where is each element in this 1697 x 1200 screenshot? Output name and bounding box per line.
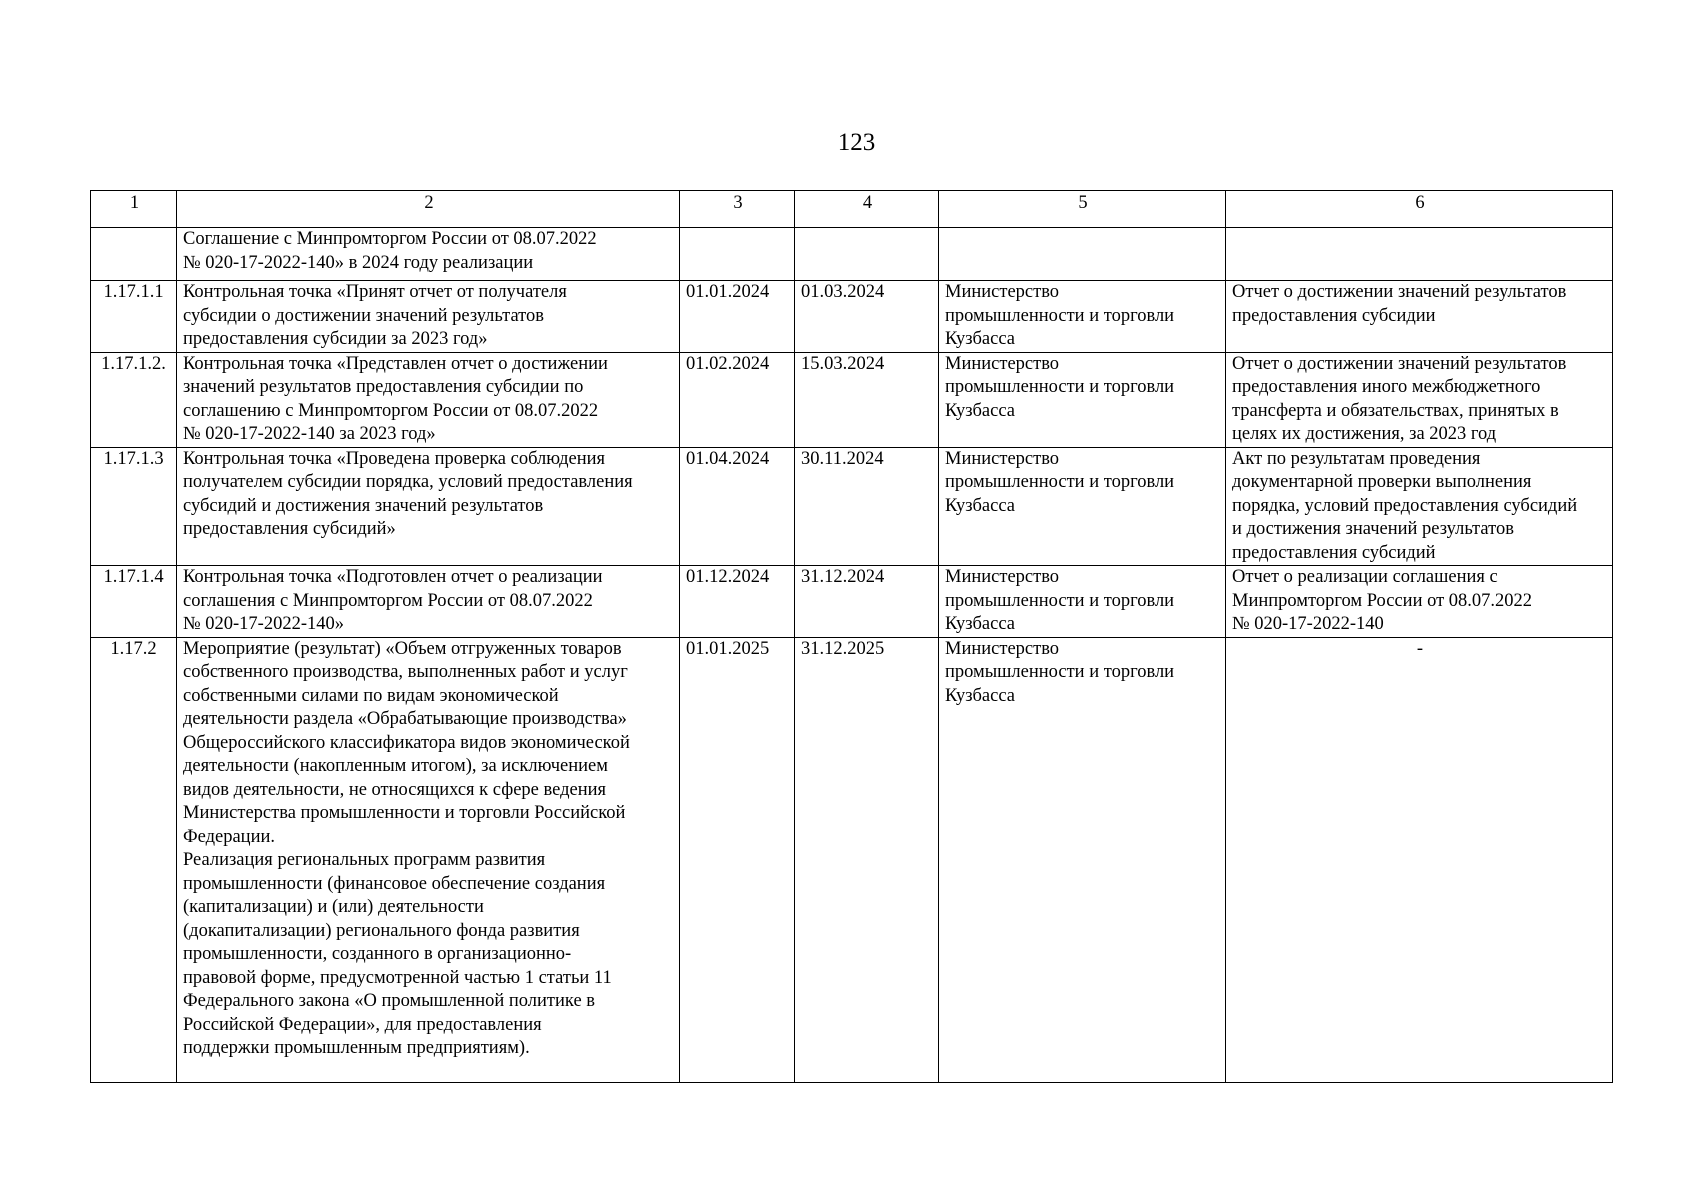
row-start-date: 01.01.2025 <box>680 637 795 1082</box>
row-number <box>91 228 177 281</box>
row-start-date: 01.01.2024 <box>680 281 795 353</box>
row-number: 1.17.1.1 <box>91 281 177 353</box>
row-result: - <box>1226 637 1613 1082</box>
column-header: 3 <box>680 191 795 228</box>
row-result: Отчет о достижении значений результатов предоставления субсидии <box>1226 281 1613 353</box>
row-description: Контрольная точка «Представлен отчет о достижении значений результатов предоставления субсидии по соглашению с Минпромторгом России от 08.07.2022 № 020-17-2022-140 за 2023 год» <box>177 352 680 447</box>
row-description: Контрольная точка «Принят отчет от получателя субсидии о достижении значений результатов предоставления субсидии за 2023 год» <box>177 281 680 353</box>
row-responsible: Министерство промышленности и торговли Кузбасса <box>939 281 1226 353</box>
table-row <box>91 352 1613 447</box>
column-header: 5 <box>939 191 1226 228</box>
row-start-date: 01.02.2024 <box>680 352 795 447</box>
column-header: 2 <box>177 191 680 228</box>
table-row <box>91 637 1613 1082</box>
page-number: 123 <box>837 129 876 156</box>
row-result: Отчет о реализации соглашения с Минпромторгом России от 08.07.2022 № 020-17-2022-140 <box>1226 566 1613 638</box>
row-end-date: 31.12.2025 <box>795 637 939 1082</box>
row-result: Отчет о достижении значений результатов предоставления иного межбюджетного трансферта и обязательствах, принятых в целях их достижения, за 2023 год <box>1226 352 1613 447</box>
row-description: Контрольная точка «Подготовлен отчет о реализации соглашения с Минпромторгом России от 08.07.2022 № 020-17-2022-140» <box>177 566 680 638</box>
column-header: 1 <box>91 191 177 228</box>
row-end-date: 15.03.2024 <box>795 352 939 447</box>
row-end-date: 31.12.2024 <box>795 566 939 638</box>
table-row <box>91 281 1613 353</box>
row-responsible: Министерство промышленности и торговли Кузбасса <box>939 447 1226 566</box>
row-result <box>1226 228 1613 281</box>
row-start-date: 01.12.2024 <box>680 566 795 638</box>
row-number: 1.17.2 <box>91 637 177 1082</box>
row-number: 1.17.1.2. <box>91 352 177 447</box>
table-header-row <box>91 191 1613 228</box>
row-description: Мероприятие (результат) «Объем отгруженных товаров собственного производства, выполненных работ и услуг собственными силами по видам экономической деятельности раздела «Обрабатывающие производства» Общероссийского классификатора видов экономической деятельности (накопленным итогом), за исключением видов деятельности, не относящихся к сфере ведения Министерства промышленности и торговли Российской Федерации. Реализация региональных программ развития промышленности (финансовое обеспечение создания (капитализации) и (или) деятельности (докапитализации) регионального фонда развития промышленности, созданного в организационно- правовой форме, предусмотренной частью 1 статьи 11 Федерального закона «О промышленной политике в Российской Федерации», для предоставления поддержки промышленным предприятиям). <box>177 637 680 1082</box>
row-start-date: 01.04.2024 <box>680 447 795 566</box>
row-end-date: 01.03.2024 <box>795 281 939 353</box>
row-responsible: Министерство промышленности и торговли Кузбасса <box>939 637 1226 1082</box>
row-end-date <box>795 228 939 281</box>
table-row <box>91 447 1613 566</box>
row-start-date <box>680 228 795 281</box>
row-description: Соглашение с Минпромторгом России от 08.07.2022 № 020-17-2022-140» в 2024 году реализации <box>177 228 680 281</box>
table-row <box>91 566 1613 638</box>
row-responsible: Министерство промышленности и торговли Кузбасса <box>939 352 1226 447</box>
column-header: 4 <box>795 191 939 228</box>
row-number: 1.17.1.4 <box>91 566 177 638</box>
plan-table <box>90 190 1613 1083</box>
table-row <box>91 228 1613 281</box>
column-header: 6 <box>1226 191 1613 228</box>
row-responsible <box>939 228 1226 281</box>
row-responsible: Министерство промышленности и торговли Кузбасса <box>939 566 1226 638</box>
row-number: 1.17.1.3 <box>91 447 177 566</box>
row-description: Контрольная точка «Проведена проверка соблюдения получателем субсидии порядка, условий предоставления субсидий и достижения значений результатов предоставления субсидий» <box>177 447 680 566</box>
row-end-date: 30.11.2024 <box>795 447 939 566</box>
row-result: Акт по результатам проведения документарной проверки выполнения порядка, условий предоставления субсидий и достижения значений результатов предоставления субсидий <box>1226 447 1613 566</box>
